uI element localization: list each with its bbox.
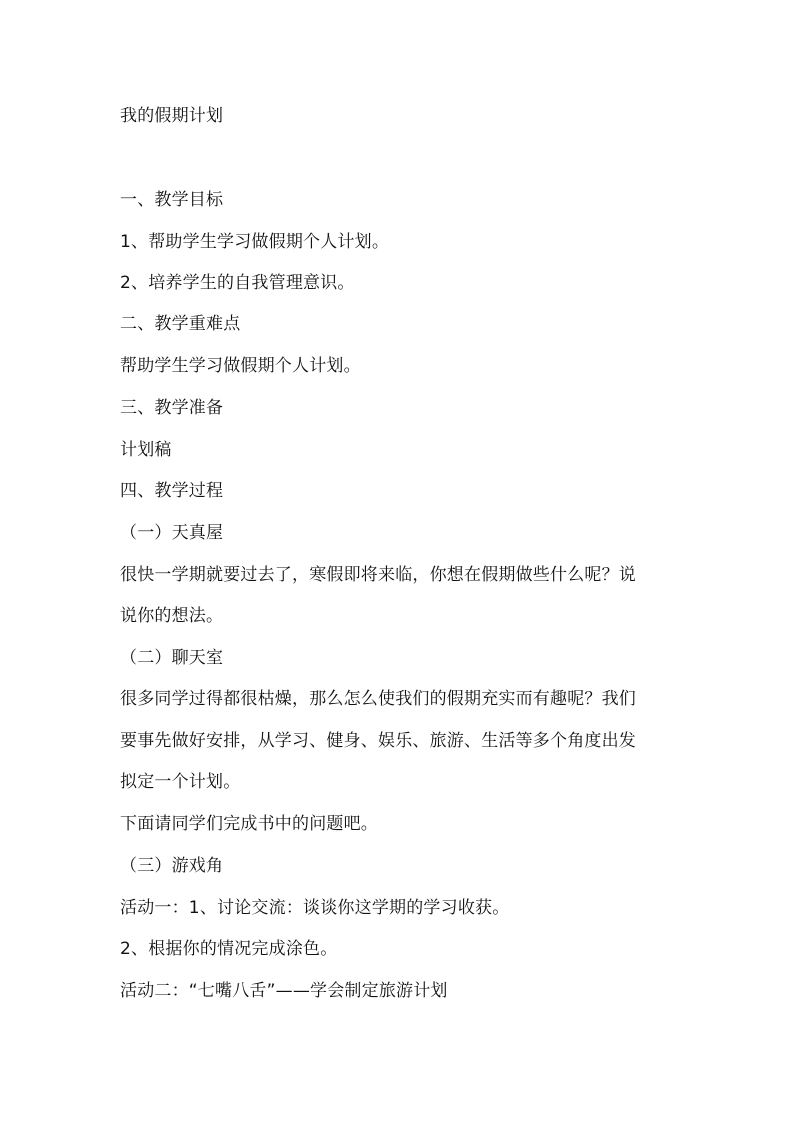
document-title: 我的假期计划: [120, 106, 224, 126]
paragraph-line: 很多同学过得都很枯燥，那么怎么使我们的假期充实而有趣呢？我们: [120, 689, 636, 709]
paragraph-line: 要事先做好安排，从学习、健身、娱乐、旅游、生活等多个角度出发: [120, 731, 636, 751]
section-heading-key-points: 二、教学重难点: [120, 314, 241, 334]
section-heading-preparation: 三、教学准备: [120, 398, 224, 418]
part-heading-1: （一）天真屋: [120, 523, 224, 543]
paragraph-line: 说你的想法。: [120, 606, 224, 626]
activity-line: 活动二：“七嘴八舌”——学会制定旅游计划: [120, 981, 448, 1001]
activity-line: 2、根据你的情况完成涂色。: [120, 939, 338, 959]
activity-line: 活动一：1、讨论交流：谈谈你这学期的学习收获。: [120, 898, 510, 918]
goal-item-1: 1、帮助学生学习做假期个人计划。: [120, 232, 390, 252]
paragraph-line: 下面请同学们完成书中的问题吧。: [120, 814, 378, 834]
section-heading-process: 四、教学过程: [120, 481, 224, 501]
paragraph-line: 拟定一个计划。: [120, 772, 241, 792]
goal-item-2: 2、培养学生的自我管理意识。: [120, 273, 355, 293]
part-heading-2: （二）聊天室: [120, 648, 224, 668]
key-point-text: 帮助学生学习做假期个人计划。: [120, 356, 361, 376]
paragraph-line: 很快一学期就要过去了，寒假即将来临，你想在假期做些什么呢？说: [120, 565, 636, 585]
preparation-text: 计划稿: [120, 440, 172, 460]
part-heading-3: （三）游戏角: [120, 856, 224, 876]
section-heading-goals: 一、教学目标: [120, 190, 224, 210]
